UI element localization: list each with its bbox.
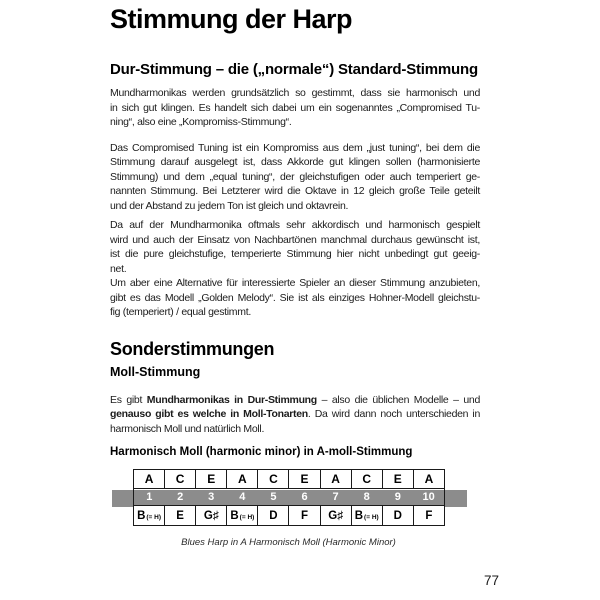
text-line: net. (110, 262, 127, 275)
text-line: nannten Stimmung. Bei Letzterer wird die Oktave in 12 gleich große Teile geteilt (110, 185, 480, 197)
text-line: Es gibt Mundharmonikas in Dur-Stimmung – also die üblichen Modelle – und (110, 393, 480, 406)
text-line: gibt es das Modell „Golden Melody“. Sie ist als einziges Hohner-Modell gleichstu- (110, 291, 480, 304)
text-line: ning“, also eine „Kompromiss-Stimmung“. (110, 116, 292, 128)
blow-note-cell: E (382, 470, 413, 489)
hole-number-cell: 9 (394, 491, 401, 503)
text-line: und der Abstand zu jedem Ton ist gleich und oktavrein. (110, 199, 349, 212)
sonder-section-heading: Sonderstimmungen (110, 338, 275, 359)
draw-note-cell: G♯ (196, 506, 227, 526)
page-number: 77 (484, 573, 500, 588)
hole-number-cell: 7 (332, 491, 339, 503)
text-line: wird und auch der Einsatz von Nachbartönen manchmal durchaus gewünscht ist, (110, 233, 480, 246)
blow-note-cell: E (289, 470, 320, 489)
paragraph-moll-stimmung (110, 393, 480, 437)
hole-number-cell: 3 (208, 491, 215, 503)
hole-number-cell: 8 (363, 491, 370, 503)
harp-diagram (110, 469, 467, 529)
blow-note-cell: C (258, 470, 289, 489)
blow-note-cell: E (196, 470, 227, 489)
draw-note-cell: B(= H) (351, 506, 382, 526)
text-line: Mundharmonikas werden grundsätzlich so gestimmt, dass sie harmonisch und (110, 87, 480, 99)
text-line: Das Compromised Tuning ist ein Kompromiss aus dem „just tuning“, bei dem die (110, 141, 480, 154)
draw-note-cell: D (258, 506, 289, 526)
text-line: Stimmung darauf ausgelegt ist, dass Akkorde gut klingen sollen (harmonisierte (110, 156, 480, 168)
text-line: fig (temperiert) / equal gestimmt. (110, 306, 251, 318)
blow-notes-row (134, 470, 445, 489)
harp-note-table (133, 469, 445, 526)
text-line: Stimmung) und dem „equal tuning“, der gleichstufigen oder auch temperiert ge- (110, 170, 480, 183)
paragraph-temperierte-stimmung (110, 218, 480, 320)
draw-note-cell: E (165, 506, 196, 526)
hole-number-cell: 6 (301, 491, 308, 503)
blow-note-cell: A (320, 470, 351, 489)
text-line: Um aber eine Alternative für interessierte Spieler an dieser Stimmung anzubieten, (110, 277, 480, 289)
paragraph-compromised-tuning-intro (110, 86, 480, 130)
blow-note-cell: A (413, 470, 444, 489)
paragraph-compromised-tuning-detail (110, 141, 480, 214)
hole-numbers-row (134, 489, 445, 506)
moll-stimmung-subheading: Moll-Stimmung (110, 364, 201, 379)
hole-number-cell: 10 (413, 489, 444, 506)
dur-section-heading: Dur-Stimmung – die („normale“) Standard-Stimmung (110, 61, 478, 78)
blow-note-cell: A (134, 470, 165, 489)
hole-number-cell: 1 (134, 489, 165, 506)
blow-note-cell: C (351, 470, 382, 489)
text-line: in sich gut klingen. Es handelt sich dabei um ein sogenanntes „Compromised Tu- (110, 101, 480, 114)
draw-note-cell: F (413, 506, 444, 526)
hole-number-cell: 5 (270, 491, 277, 503)
harmonisch-moll-heading: Harmonisch Moll (harmonic minor) in A-moll-Stimmung (110, 446, 413, 458)
draw-notes-row (134, 506, 445, 526)
blow-note-cell: A (227, 470, 258, 489)
hole-number-cell: 2 (177, 491, 184, 503)
draw-note-cell: G♯ (320, 506, 351, 526)
draw-note-cell: D (382, 506, 413, 526)
text-line: harmonisch Moll und natürlich Moll. (110, 422, 265, 435)
draw-note-cell: B(= H) (134, 506, 165, 526)
text-line: ist die pure gleichstufige, temperierte Stimmung hier nicht unbedingt gut geeig- (110, 248, 480, 260)
page-title: Stimmung der Harp (110, 4, 353, 34)
draw-note-cell: B(= H) (227, 506, 258, 526)
draw-note-cell: F (289, 506, 320, 526)
diagram-caption: Blues Harp in A Harmonisch Moll (Harmonic Minor) (181, 537, 396, 548)
text-line: genauso gibt es welche in Moll-Tonarten. Da wird dann noch unterschieden in (110, 408, 480, 420)
text-line: Da auf der Mundharmonika oftmals sehr akkordisch und harmonisch gespielt (110, 219, 480, 231)
blow-note-cell: C (165, 470, 196, 489)
hole-number-cell: 4 (239, 491, 246, 503)
